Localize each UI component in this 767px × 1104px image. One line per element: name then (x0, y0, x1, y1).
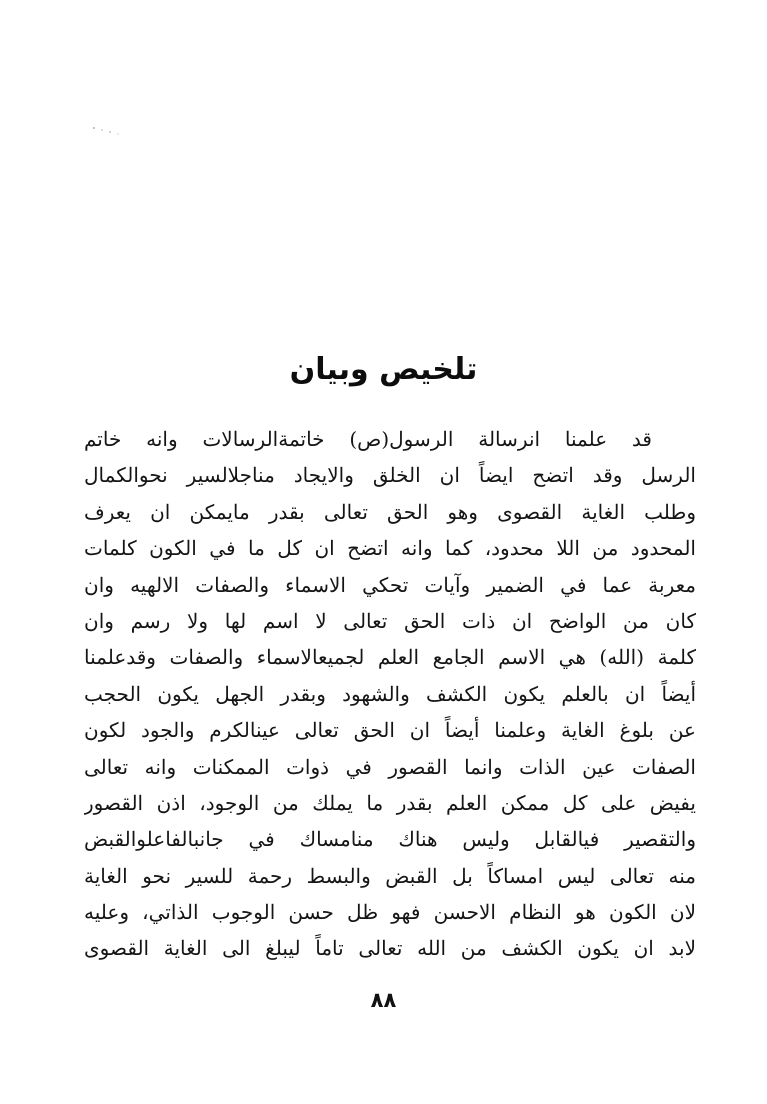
text-line: قد علمنا انرسالة الرسول(ص) خاتمةالرسالات وانه خاتم (84, 427, 652, 451)
text-line: لابد ان يكون الكشف من الله تعالى تاماً ليبلغ الى الغاية القصوى (84, 936, 696, 961)
chapter-title: تلخيص وبيان (289, 352, 478, 387)
text-line: منه تعالى ليس امساكاً بل القبض والبسط رحمة للسير نحو الغاية (84, 863, 696, 888)
text-line: عن بلوغ الغاية وعلمنا أيضاً ان الحق تعالى عينالكرم والجود لكون (84, 718, 696, 743)
text-line: معربة عما في الضمير وآيات تحكي الاسماء والصفات الالهيه وان (84, 572, 696, 597)
text-line: يفيض على كل ممكن العلم بقدر ما يملك من الوجود، اذن القصور (84, 790, 696, 815)
text-line: وطلب الغاية القصوى وهو الحق تعالى بقدر مايمكن ان يعرف (84, 499, 696, 524)
text-line: والتقصير فيالقابل وليس هناك منامساك في جانبالفاعلوالقبض (84, 827, 696, 852)
scan-specks (88, 122, 128, 142)
text-line: لان الكون هو النظام الاحسن فهو ظل حسن الوجوب الذاتي، وعليه (84, 900, 696, 925)
body-paragraph (84, 421, 696, 967)
text-line: كان من الواضح ان ذات الحق تعالى لا اسم لها ولا رسم وان (84, 608, 696, 633)
text-line: الصفات عين الذات وانما القصور في ذوات الممكنات وانه تعالى (84, 754, 696, 779)
text-line: أيضاً ان بالعلم يكون الكشف والشهود وبقدر الجهل يكون الحجب (84, 681, 696, 706)
page-number: ٨٨ (370, 988, 397, 1012)
text-line: المحدود من اللا محدود، كما وانه اتضح ان كل ما في الكون كلمات (84, 536, 696, 561)
text-line: كلمة (الله) هي الاسم الجامع العلم لجميعالاسماء والصفات وقدعلمنا (84, 645, 696, 670)
text-line: الرسل وقد اتضح ايضاً ان الخلق والايجاد مناجلالسير نحوالكمال (84, 463, 696, 488)
